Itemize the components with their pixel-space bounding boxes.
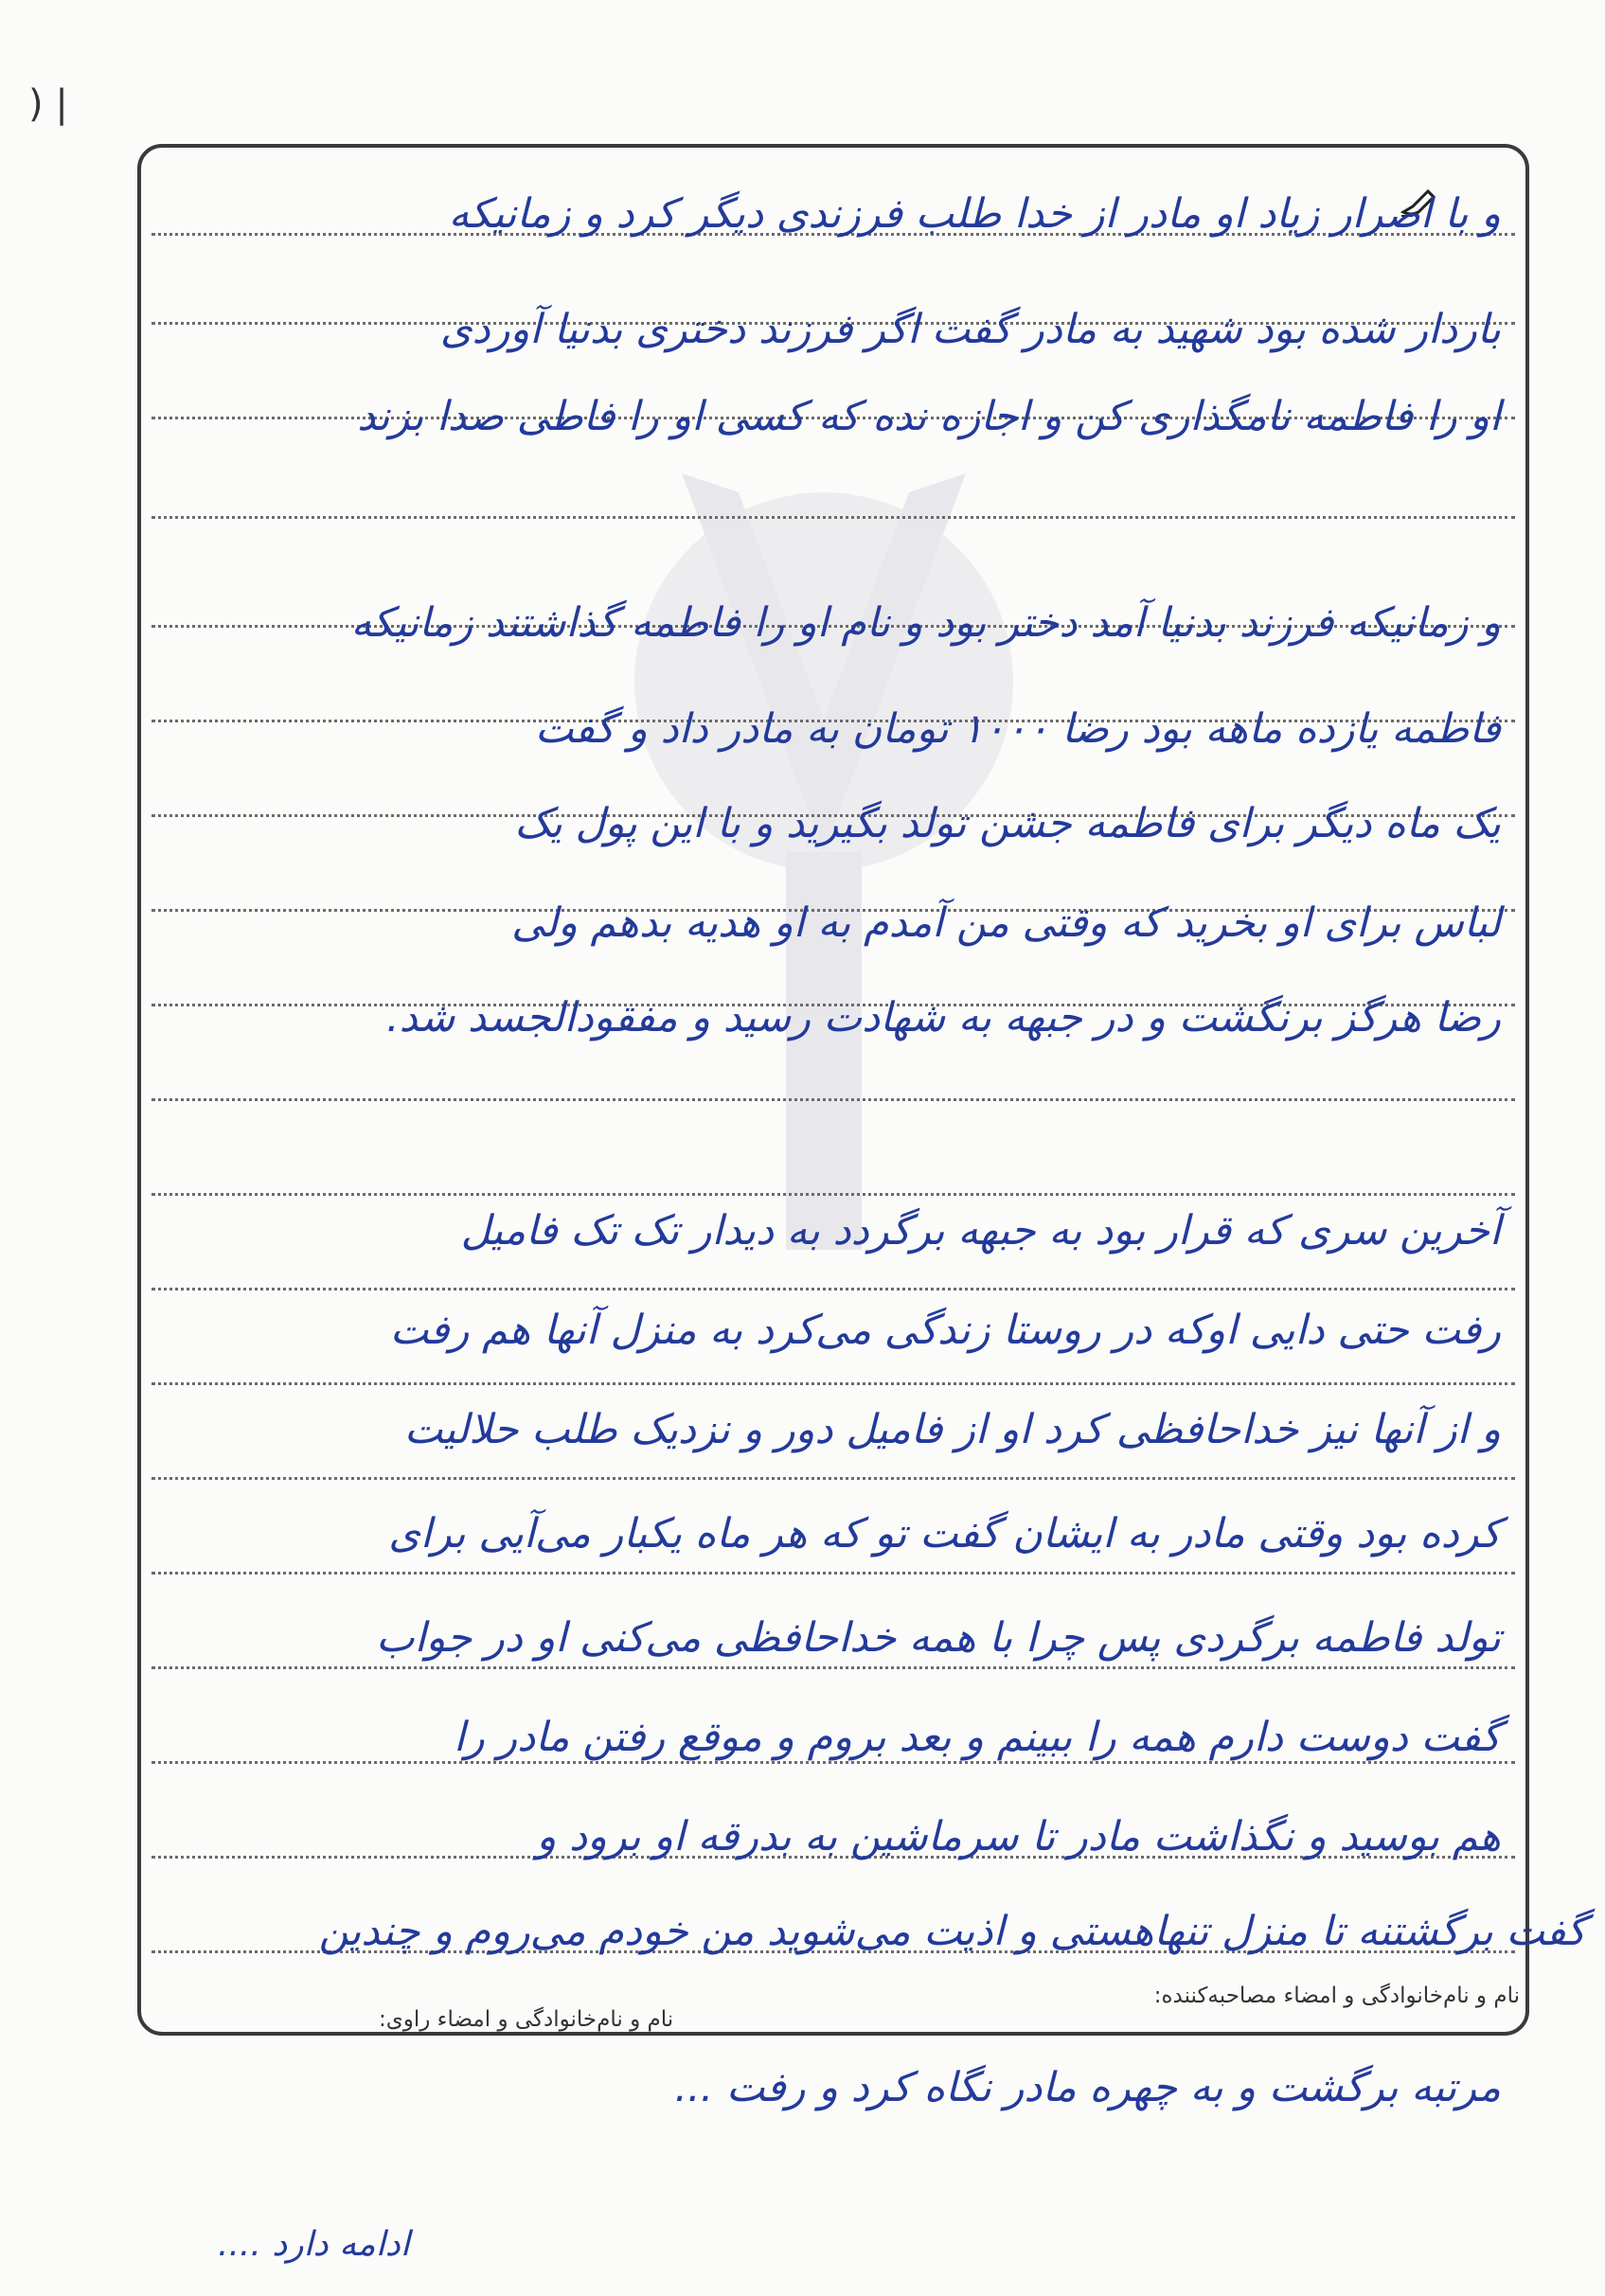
writing-rule	[152, 1572, 1515, 1575]
narrator-signature-label: نام و نام‌خانوادگی و امضاء راوی:	[379, 2007, 674, 2032]
writing-rule	[152, 1382, 1515, 1385]
handwritten-line: رفت حتی دایی اوکه در روستا زندگی می‌کرد به منزل آنها هم رفت	[389, 1307, 1501, 1354]
writing-rule	[152, 1477, 1515, 1480]
handwritten-line: لباس برای او بخرید که وقتی من آمدم به او هدیه بدهم ولی	[511, 899, 1501, 947]
writing-rule	[152, 1098, 1515, 1101]
continuation-line: مرتبه برگشت و به چهره مادر نگاه کرد و رفت ...	[674, 2064, 1501, 2111]
handwritten-line: هم بوسید و نگذاشت مادر تا سرماشین به بدرقه او برود و	[536, 1813, 1501, 1860]
handwritten-line: و زمانیکه فرزند بدنیا آمد دختر بود و نام او را فاطمه گذاشتند زمانیکه	[350, 599, 1501, 647]
handwritten-line: و با اصرار زیاد او مادر از خدا طلب فرزندی دیگر کرد و زمانیکه	[448, 190, 1501, 238]
handwritten-line: باردار شده بود شهید به مادر گفت اگر فرزند دختری بدنیا آوردی	[439, 306, 1501, 353]
handwritten-line: یک ماه دیگر برای فاطمه جشن تولد بگیرید و با این پول یک	[514, 800, 1501, 847]
writing-rule	[152, 1288, 1515, 1290]
handwritten-line: تولد فاطمه برگردی پس چرا با همه خداحافظی می‌کنی او در جواب	[376, 1614, 1501, 1662]
handwritten-line: رضا هرگز برنگشت و در جبهه به شهادت رسید و مفقودالجسد شد.	[385, 994, 1501, 1041]
handwritten-line: او را فاطمه نامگذاری کن و اجازه نده که کسی او را فاطی صدا بزند	[357, 393, 1501, 440]
writing-rule	[152, 1666, 1515, 1669]
continued-note: ادامه دارد ....	[218, 2225, 410, 2264]
handwritten-line: گفت برگشتنه تا منزل تنهاهستی و اذیت می‌شوید من خودم می‌روم و چندین	[318, 1908, 1586, 1955]
handwritten-line: و از آنها نیز خداحافظی کرد او از فامیل دور و نزدیک طلب حلالیت	[403, 1406, 1501, 1453]
edge-marks: ) |	[28, 82, 68, 126]
handwritten-line: آخرین سری که قرار بود به جبهه برگردد به دیدار تک تک فامیل	[460, 1207, 1501, 1255]
handwritten-line: کرده بود وقتی مادر به ایشان گفت تو که هر ماه یکبار می‌آیی برای	[388, 1510, 1501, 1557]
writing-rule	[152, 1193, 1515, 1196]
handwritten-line: گفت دوست دارم همه را ببینم و بعد بروم و موقع رفتن مادر را	[454, 1714, 1501, 1761]
handwritten-line: فاطمه یازده ماهه بود رضا ۱۰۰۰ تومان به مادر داد و گفت	[534, 705, 1501, 753]
interviewer-signature-label: نام و نام‌خانوادگی و امضاء مصاحبه‌کننده:	[1153, 1984, 1520, 2008]
writing-rule	[152, 516, 1515, 519]
